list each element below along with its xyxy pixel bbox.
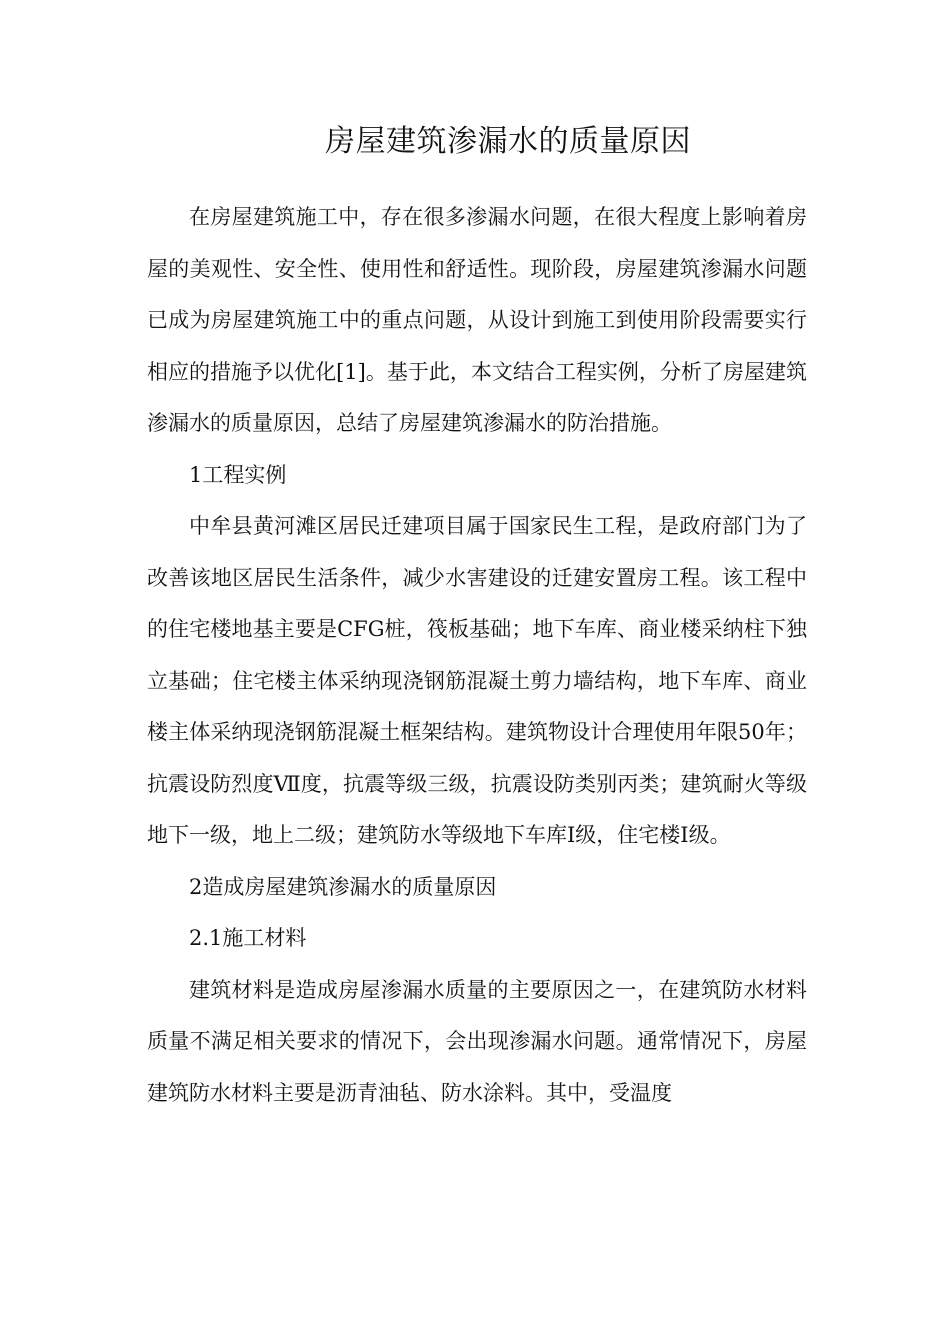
intro-paragraph: 在房屋建筑施工中，存在很多渗漏水问题，在很大程度上影响着房屋的美观性、安全性、使用性和舒适性。现阶段，房屋建筑渗漏水问题已成为房屋建筑施工中的重点问题，从设计到施工到使用阶段需要实行相应的措施予以优化[1]。基于此，本文结合工程实例，分析了房屋建筑渗漏水的质量原因，总结了房屋建筑渗漏水的防治措施。 xyxy=(147,205,807,435)
subsection-heading-2-1: 2.1施工材料 xyxy=(189,926,307,950)
materials-paragraph: 建筑材料是造成房屋渗漏水质量的主要原因之一，在建筑防水材料质量不满足相关要求的情况下，会出现渗漏水问题。通常情况下，房屋建筑防水材料主要是沥青油毡、防水涂料。其中，受温度 xyxy=(147,977,807,1105)
document-title: 房屋建筑渗漏水的质量原因 xyxy=(325,124,691,159)
section-heading-1: 1工程实例 xyxy=(189,462,287,487)
project-paragraph: 中牟县黄河滩区居民迁建项目属于国家民生工程，是政府部门为了改善该地区居民生活条件，减少水害建设的迁建安置房工程。该工程中的住宅楼地基主要是CFG桩，筏板基础；地下车库、商业楼采纳柱下独立基础；住宅楼主体采纳现浇钢筋混凝土剪力墙结构，地下车库、商业楼主体采纳现浇钢筋混凝土框架结构。建筑物设计合理使用年限50年；抗震设防烈度Ⅶ度，抗震等级三级，抗震设防类别丙类；建筑耐火等级地下一级，地上二级；建筑防水等级地下车库Ⅰ级，住宅楼Ⅰ级。 xyxy=(147,514,807,847)
section-heading-2: 2造成房屋建筑渗漏水的质量原因 xyxy=(189,874,497,899)
document-body xyxy=(147,192,807,1119)
